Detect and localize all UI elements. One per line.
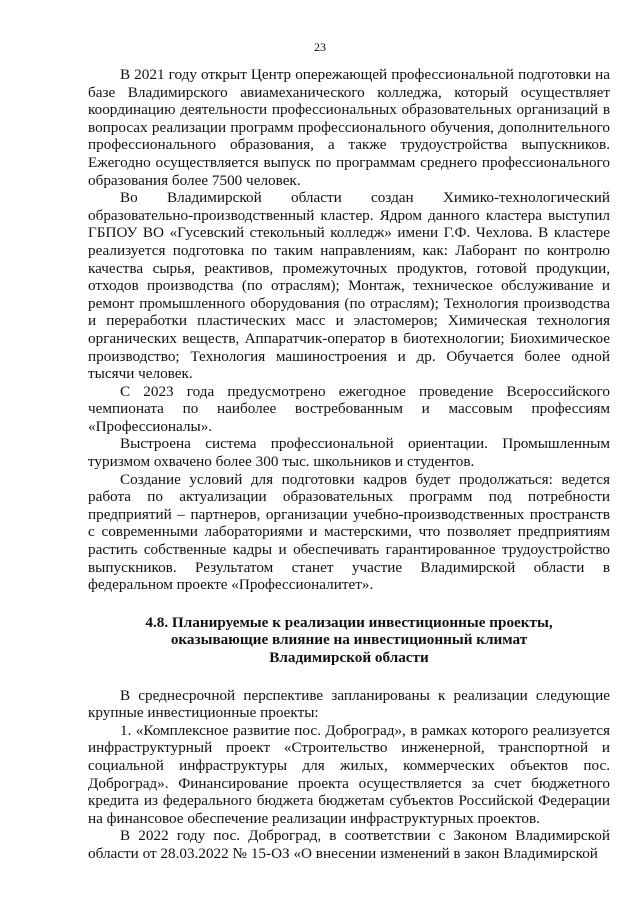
paragraph-career-guidance: Выстроена система профессиональной ориентации. Промышленным туризмом охвачено более 300 тыс. школьников и студентов. [88, 435, 610, 471]
paragraph-investment-intro: В среднесрочной перспективе запланированы к реализации следующие крупные инвестиционные проекты: [88, 686, 610, 722]
section-heading-line-3: Владимирской области [269, 649, 429, 666]
paragraph-dobrograd-project: 1. «Комплексное развитие пос. Доброград», в рамках которого реализуется инфраструктурный проект «Строительство инженерной, транспортной и социальной инфраструктуры для жилых, коммерческих объектов пос. Доброград». Финансирование проекта осуществляется за счет бюджетного кредита из федерального бюджета бюджетам субъектов Российской Федерации на финансовое обеспечение реализации инфраструктурных проектов. [88, 721, 610, 827]
section-heading [88, 614, 610, 667]
paragraph-dobrograd-law: В 2022 году пос. Доброград, в соответствии с Законом Владимирской области от 28.03.2022 № 15-ОЗ «О внесении изменений в закон Владимирской [88, 827, 610, 862]
page-number: 23 [314, 40, 326, 54]
section-heading-line-1: 4.8. Планируемые к реализации инвестиционные проекты, [145, 613, 553, 631]
paragraph-championship: С 2023 года предусмотрено ежегодное проведение Всероссийского чемпионата по наиболее востребованным и массовым профессиям «Профессионалы». [88, 382, 610, 435]
paragraph-training-center: В 2021 году открыт Центр опережающей профессиональной подготовки на базе Владимирского авиамеханического колледжа, который осуществляет координацию деятельности профессиональных образовательных организаций в вопросах реализации программ профессионального обучения, дополнительного профессионального образования, а также трудоустройства выпускников. Ежегодно осуществляется выпуск по программам среднего профессионального образования более 7500 человек. [88, 66, 610, 189]
section-heading-line-2: оказывающие влияние на инвестиционный климат [170, 631, 528, 649]
document-body [88, 66, 610, 863]
paragraph-workforce-conditions: Создание условий для подготовки кадров будет продолжаться: ведется работа по актуализации образовательных программ под потребности предприятий – партнеров, организации учебно-производственных пространств с современными лабораториями и мастерскими, что позволяет предприятиям растить собственные кадры и обеспечивать гарантированное трудоустройство выпускников. Результатом станет участие Владимирской области в федеральном проекте «Профессионалитет». [88, 470, 610, 594]
paragraph-chemical-cluster: Во Владимирской области создан Химико-технологический образовательно-производственный кластер. Ядром данного кластера выступил ГБПОУ ВО «Гусевский стекольный колледж» имени Г.Ф. Чехлова. В кластере реализуется подготовка по таким направлениям, как: Лаборант по контролю качества сырья, реактивов, промежуточных продуктов, готовой продукции, отходов производства (по отраслям); Монтаж, техническое обслуживание и ремонт промышленного оборудования (по отраслям); Технология производства и переработки пластических масс и эластомеров; Химическая технология органических веществ, Аппаратчик-оператор в биотехнологии; Биохимическое производство; Технология машиностроения и др. Обучается более одной тысячи человек. [88, 189, 610, 383]
